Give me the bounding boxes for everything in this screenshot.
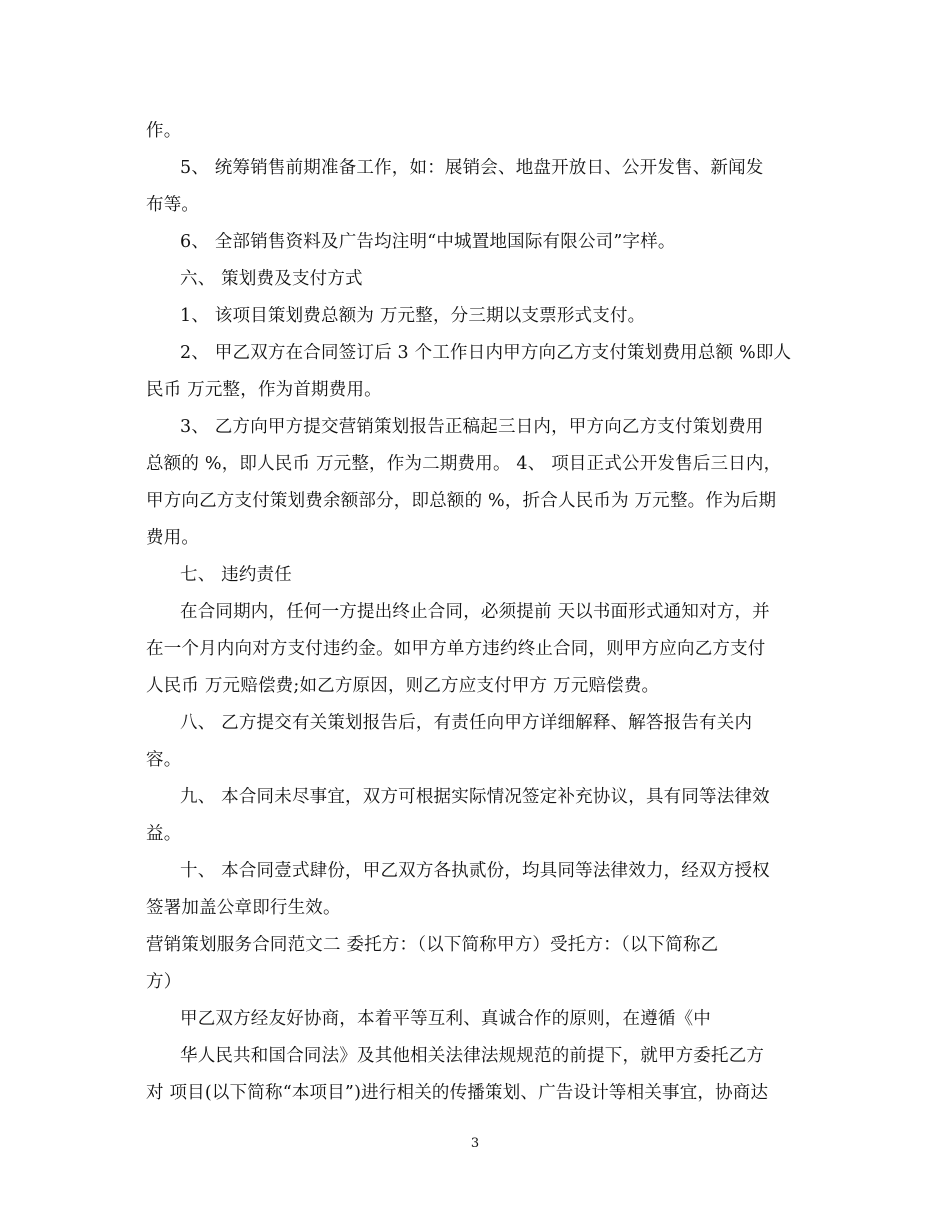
text-line: 签署加盖公章即行生效。 (146, 898, 341, 918)
text-line: 5、 统筹销售前期准备工作，如：展销会、地盘开放日、公开发售、新闻发 (180, 158, 764, 178)
text-line: 作。 (146, 121, 182, 141)
text-line: 6、 全部销售资料及广告均注明“中城置地国际有限公司”字样。 (180, 232, 676, 252)
text-line: 八、 乙方提交有关策划报告后，有责任向甲方详细解释、解答报告有关内 (180, 713, 753, 733)
text-line: 在一个月内向对方支付违约金。如甲方单方违约终止合同，则甲方应向乙方支付 (146, 639, 766, 659)
text-line: 2、 甲乙双方在合同签订后 3 个工作日内甲方向乙方支付策划费用总额 %即人 (180, 343, 792, 363)
section-title: 营销策划服务合同范文二 委托方：（以下简称甲方）受托方：（以下简称乙 (146, 935, 719, 955)
text-line: 对 项目(以下简称“本项目”)进行相关的传播策划、广告设计等相关事宜，协商达 (146, 1083, 769, 1103)
text-line: 人民币 万元赔偿费;如乙方原因，则乙方应支付甲方 万元赔偿费。 (146, 676, 660, 696)
text-line: 益。 (146, 824, 182, 844)
section-heading: 六、 策划费及支付方式 (180, 269, 363, 289)
text-line: 容。 (146, 750, 182, 770)
text-line: 十、 本合同壹式肆份，甲乙双方各执贰份，均具同等法律效力，经双方授权 (180, 861, 770, 881)
text-line: 总额的 %，即人民币 万元整，作为二期费用。 4、 项目正式公开发售后三日内， (146, 454, 782, 474)
page-number: 3 (470, 1136, 480, 1151)
text-line: 3、 乙方向甲方提交营销策划报告正稿起三日内，甲方向乙方支付策划费用 (180, 417, 764, 437)
text-line: 华人民共和国合同法》及其他相关法律法规规范的前提下，就甲方委托乙方 (180, 1046, 765, 1066)
text-line: 九、 本合同未尽事宜，双方可根据实际情况签定补充协议，具有同等法律效 (180, 787, 770, 807)
text-line: 在合同期内，任何一方提出终止合同，必须提前 天以书面形式通知对方，并 (180, 602, 770, 622)
section-heading: 七、 违约责任 (180, 565, 292, 585)
text-line: 甲乙双方经友好协商，本着平等互利、真诚合作的原则，在遵循《中 (180, 1009, 711, 1029)
text-line: 方） (146, 972, 182, 992)
text-line: 布等。 (146, 195, 200, 215)
text-line: 甲方向乙方支付策划费余额部分，即总额的 %，折合人民币为 万元整。作为后期 (146, 491, 777, 511)
text-line: 1、 该项目策划费总额为 万元整，分三期以支票形式支付。 (180, 306, 646, 326)
text-line: 民币 万元整，作为首期费用。 (146, 380, 382, 400)
text-line: 费用。 (146, 528, 200, 548)
